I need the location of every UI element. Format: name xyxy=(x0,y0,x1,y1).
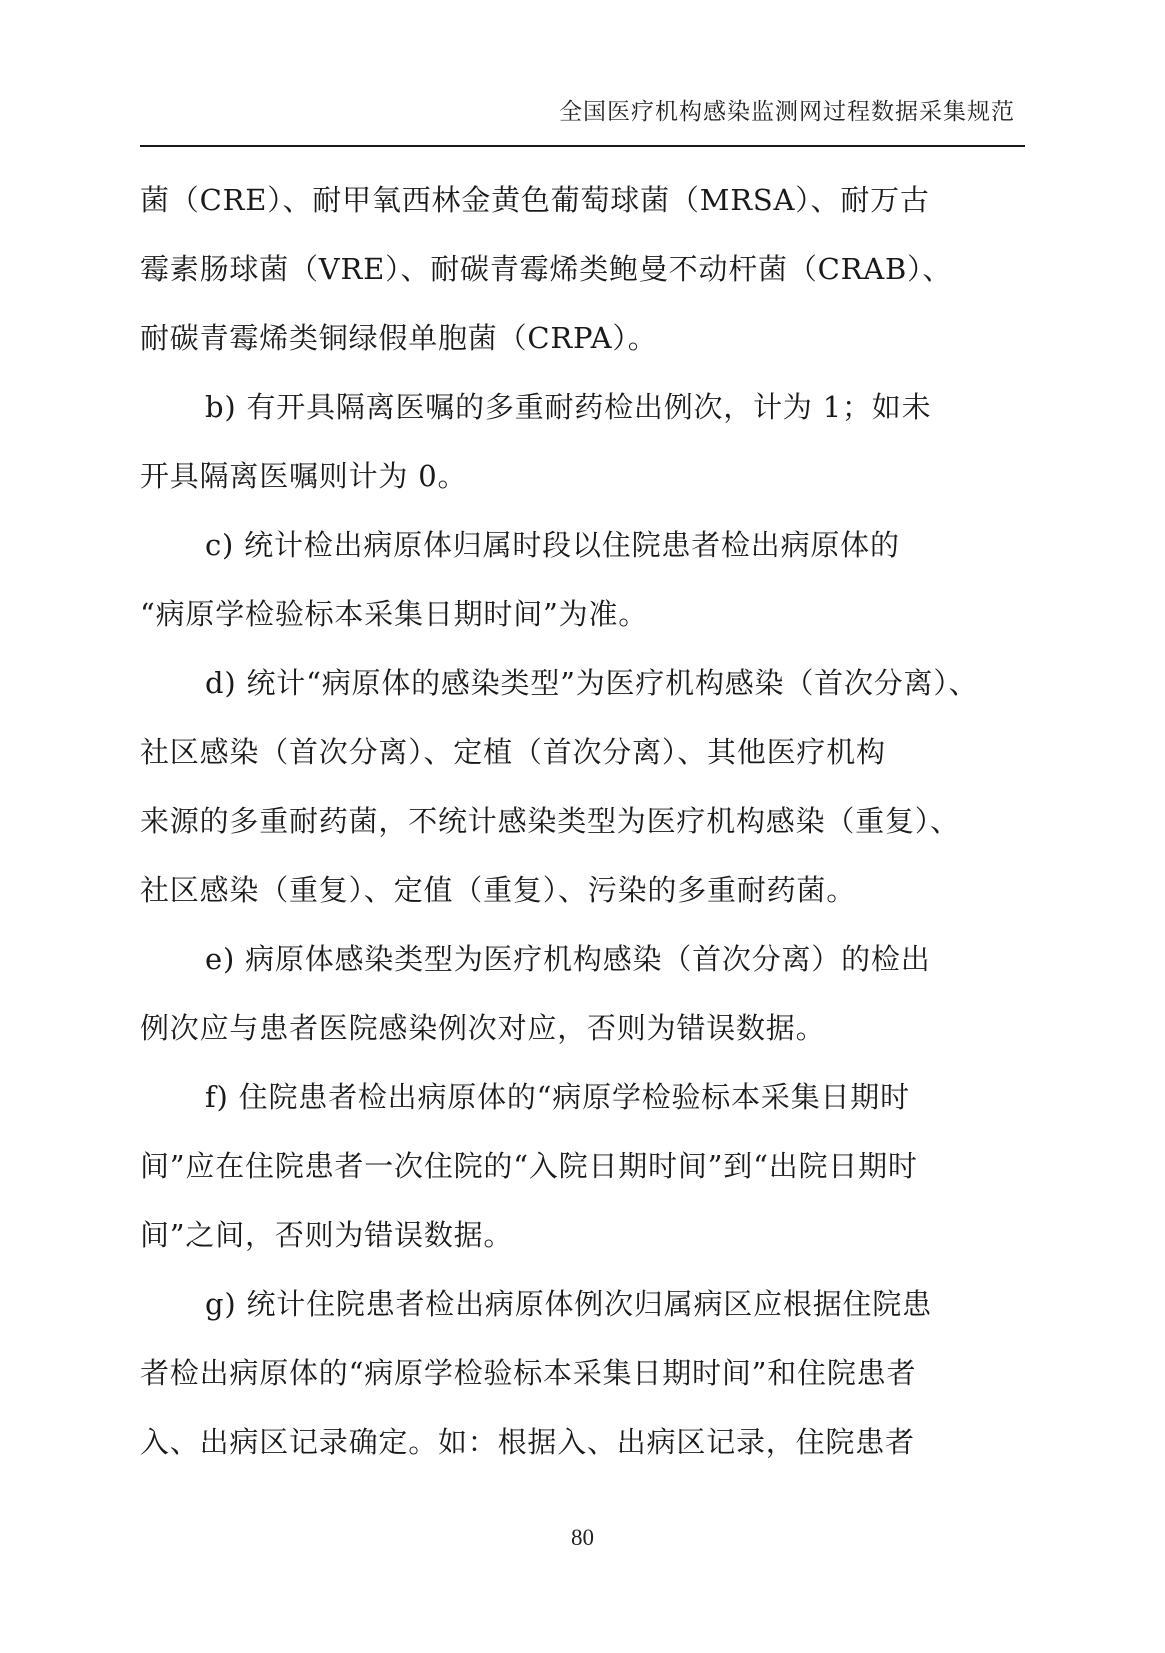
text-line: “病原学检验标本采集日期时间”为准。 xyxy=(140,597,649,631)
text-line: g) 统计住院患者检出病原体例次归属病区应根据住院患 xyxy=(205,1287,932,1321)
text-line: 间”应在住院患者一次住院的“入院日期时间”到“出院日期时 xyxy=(140,1149,918,1183)
text-line: c) 统计检出病原体归属时段以住院患者检出病原体的 xyxy=(205,528,900,562)
text-line: 耐碳青霉烯类铜绿假单胞菌（CRPA）。 xyxy=(140,321,658,355)
text-line: 菌（CRE）、耐甲氧西林金黄色葡萄球菌（MRSA）、耐万古 xyxy=(140,183,930,217)
body-text xyxy=(140,166,1030,1477)
text-line: 入、出病区记录确定。如：根据入、出病区记录，住院患者 xyxy=(140,1425,915,1459)
page-number: 80 xyxy=(571,1525,594,1550)
text-line: e) 病原体感染类型为医疗机构感染（首次分离）的检出 xyxy=(205,942,931,976)
text-line: f) 住院患者检出病原体的“病原学检验标本采集日期时 xyxy=(205,1080,910,1114)
text-line: 霉素肠球菌（VRE）、耐碳青霉烯类鲍曼不动杆菌（CRAB）、 xyxy=(140,252,953,286)
text-line: 社区感染（重复）、定值（重复）、污染的多重耐药菌。 xyxy=(140,873,857,907)
text-line: b) 有开具隔离医嘱的多重耐药检出例次，计为 1；如未 xyxy=(205,390,932,424)
header-divider xyxy=(140,145,1025,147)
text-line: 社区感染（首次分离）、定植（首次分离）、其他医疗机构 xyxy=(140,735,886,769)
text-line: 来源的多重耐药菌，不统计感染类型为医疗机构感染（重复）、 xyxy=(140,804,960,838)
text-line: d) 统计“病原体的感染类型”为医疗机构感染（首次分离）、 xyxy=(205,666,979,700)
running-header: 全国医疗机构感染监测网过程数据采集规范 xyxy=(559,99,1015,125)
text-line: 者检出病原体的“病原学检验标本采集日期时间”和住院患者 xyxy=(140,1356,917,1390)
text-line: 间”之间，否则为错误数据。 xyxy=(140,1218,514,1252)
text-line: 例次应与患者医院感染例次对应，否则为错误数据。 xyxy=(140,1011,826,1045)
text-line: 开具隔离医嘱则计为 0。 xyxy=(140,459,468,493)
